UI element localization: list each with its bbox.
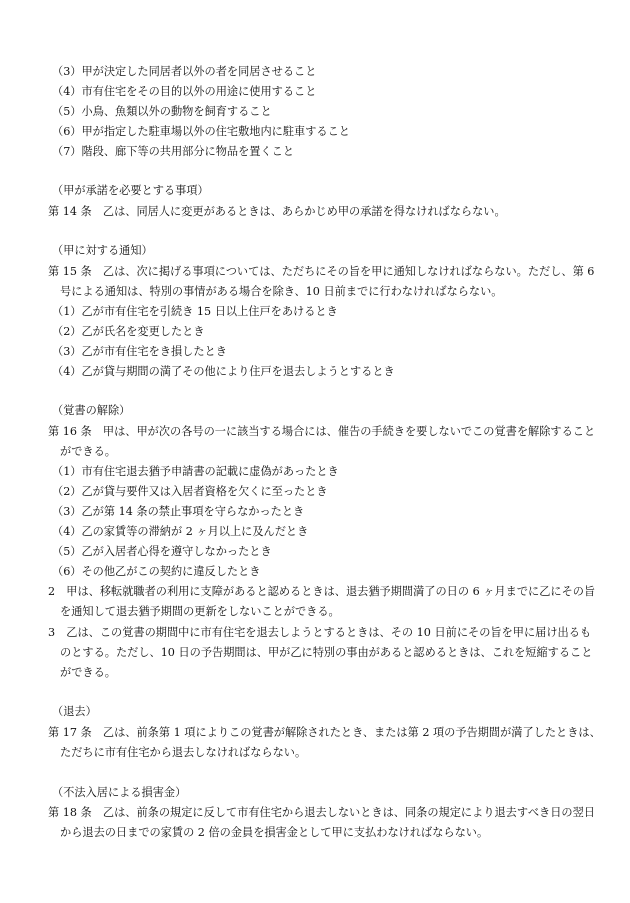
item-line: （4）乙が貸与期間の満了その他により住戸を退去しようとするとき (52, 365, 395, 378)
article-line: 第 15 条 乙は、次に掲げる事項については、ただちにその旨を甲に通知しなければならない。ただし、第 6 (48, 265, 595, 278)
section-heading: （甲が承諾を必要とする事項） (52, 184, 209, 197)
item-line: （4）市有住宅をその目的以外の用途に使用すること (52, 85, 317, 98)
item-line: （5）乙が入居者心得を遵守しなかったとき (52, 545, 272, 558)
item-line: （3）甲が決定した同居者以外の者を同居させること (52, 65, 317, 78)
item-line: （1）市有住宅退去猶予申請書の記載に虚偽があったとき (52, 465, 339, 478)
paragraph-continuation: ができる。 (60, 666, 116, 679)
item-line: （7）階段、廊下等の共用部分に物品を置くこと (52, 145, 295, 158)
article-continuation: ができる。 (60, 445, 116, 458)
item-line: （3）乙が市有住宅をき損したとき (52, 345, 227, 358)
item-line: （6）その他乙がこの契約に違反したとき (52, 565, 261, 578)
article-line: 第 18 条 乙は、前条の規定に反して市有住宅から退去しないときは、同条の規定により退去すべき日の翌日 (48, 806, 595, 819)
paragraph-line: 2 甲は、移転就職者の利用に支障があると認めるときは、退去猶予期間満了の日の 6 ヶ月までに乙にその旨 (48, 585, 596, 598)
article-line: 第 14 条 乙は、同居人に変更があるときは、あらかじめ甲の承諾を得なければならない。 (48, 205, 506, 218)
section-heading: （甲に対する通知） (52, 244, 153, 257)
paragraph-continuation: を通知して退去猶予期間の更新をしないことができる。 (60, 605, 340, 618)
item-line: （4）乙の家賃等の滞納が 2 ヶ月以上に及んだとき (52, 525, 309, 538)
article-continuation: から退去の日までの家賃の 2 倍の金員を損害金として甲に支払わなければならない。 (60, 826, 489, 839)
article-continuation: 号による通知は、特別の事情がある場合を除き、10 日前までに行わなければならない。 (60, 285, 503, 298)
paragraph-continuation: のとする。ただし、10 日の予告期間は、甲が乙に特別の事由があると認めるときは、これを短縮すること (60, 646, 593, 659)
item-line: （1）乙が市有住宅を引続き 15 日以上住戸をあけるとき (52, 305, 338, 318)
section-heading: （覚書の解除） (52, 404, 131, 417)
article-line: 第 17 条 乙は、前条第 1 項によりこの覚書が解除されたとき、または第 2 項の予告期間が満了したときは、 (48, 726, 601, 739)
section-heading: （退去） (52, 705, 97, 718)
item-line: （6）甲が指定した駐車場以外の住宅敷地内に駐車すること (52, 125, 350, 138)
section-heading: （不法入居による損害金） (52, 786, 187, 799)
paragraph-line: 3 乙は、この覚書の期間中に市有住宅を退去しようとするときは、その 10 日前にその旨を甲に届け出るも (48, 626, 592, 639)
article-line: 第 16 条 甲は、甲が次の各号の一に該当する場合には、催告の手続きを要しないでこの覚書を解除すること (48, 425, 596, 438)
article-continuation: ただちに市有住宅から退去しなければならない。 (60, 746, 307, 759)
item-line: （5）小鳥、魚類以外の動物を飼育すること (52, 105, 272, 118)
item-line: （2）乙が氏名を変更したとき (52, 325, 205, 338)
item-line: （2）乙が貸与要件又は入居者資格を欠くに至ったとき (52, 485, 328, 498)
item-line: （3）乙が第 14 条の禁止事項を守らなかったとき (52, 505, 305, 518)
